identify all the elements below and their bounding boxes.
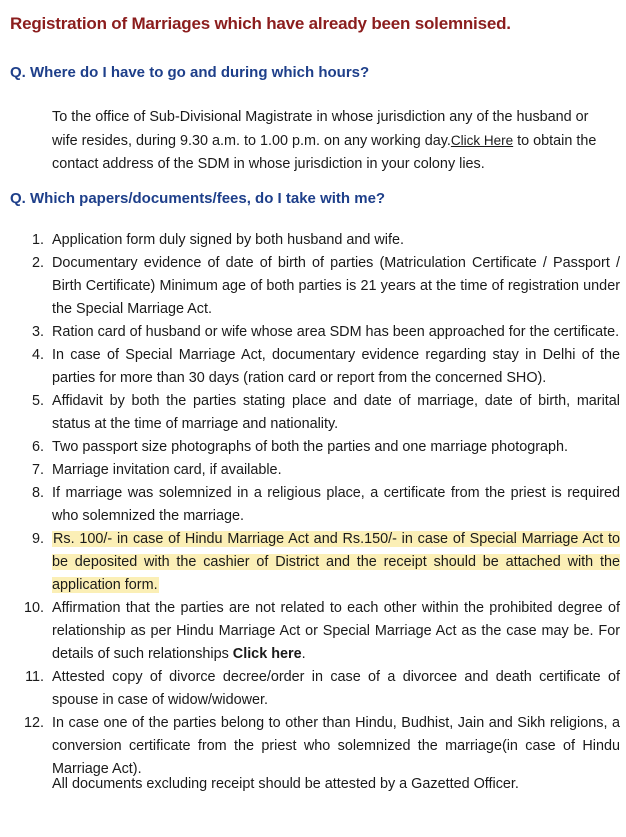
list-item-text: If marriage was solemnized in a religious place, a certificate from the priest is required who solemnized the marriage. (52, 485, 620, 524)
list-item-text: Application form duly signed by both husband and wife. (52, 232, 404, 248)
list-item (0, 436, 620, 459)
list-item-number: 12. (23, 715, 44, 731)
answer-where-and-hours (52, 106, 612, 176)
list-item (0, 459, 620, 482)
click-here-sdm-link[interactable]: Click Here (450, 133, 514, 148)
answer-text-after-link: to obtain the contact address of the SDM in whose jurisdiction in your colony lies. (52, 133, 597, 172)
list-item-number: 4. (31, 347, 44, 363)
attestation-note: All documents excluding receipt should be attested by a Gazetted Officer. (52, 776, 519, 792)
list-item (0, 666, 620, 712)
list-item-number: 10. (23, 600, 44, 616)
list-item-number: 2. (31, 255, 44, 271)
list-item-text: In case one of the parties belong to other than Hindu, Budhist, Jain and Sikh religions, a conversion certificate from the priest who solemnized the marriage(in case of Hindu Marriage Act). (52, 715, 620, 777)
documents-list (0, 229, 620, 781)
list-item-text: Affidavit by both the parties stating place and date of marriage, date of birth, marital status at the time of marriage and nationality. (52, 393, 620, 432)
list-item-text: Affirmation that the parties are not related to each other within the prohibited degree of relationship as per Hindu Marriage Act or Special Marriage Act as the case may be. For details of such relationships (52, 600, 620, 662)
click-here-relationships-link[interactable]: Click here (232, 646, 302, 662)
list-item-text: Attested copy of divorce decree/order in case of a divorcee and death certificate of spouse in case of widow/widower. (52, 669, 620, 708)
list-item-highlighted (0, 528, 620, 597)
answer-text: To the office of Sub-Divisional Magistrate in whose jurisdiction any of the husband or wife resides, during 9.30 a.m. to 1.00 p.m. on any working day. (52, 109, 589, 149)
list-item-number: 11. (25, 669, 44, 685)
list-item (0, 597, 620, 666)
list-item-number: 5. (31, 393, 44, 409)
question-where-and-hours: Q. Where do I have to go and during which hours? (10, 64, 370, 81)
list-item (0, 252, 620, 321)
highlighted-fee-text: Rs. 100/- in case of Hindu Marriage Act and Rs.150/- in case of Special Marriage Act to be deposited with the cashier of District and the receipt should be attached with the application form. (52, 531, 620, 593)
list-item-number: 7. (31, 462, 44, 478)
list-item (0, 390, 620, 436)
list-item-text: Documentary evidence of date of birth of parties (Matriculation Certificate / Passport / Birth Certificate) Minimum age of both parties is 21 years at the time of registration under the Special Marriage Act. (52, 255, 620, 317)
list-item-number: 6. (31, 439, 44, 455)
list-item-text: Ration card of husband or wife whose area SDM has been approached for the certificate. (52, 324, 620, 340)
question-papers-documents-fees: Q. Which papers/documents/fees, do I take with me? (10, 190, 386, 207)
list-item-number: 9. (31, 531, 44, 547)
page-title: Registration of Marriages which have already been solemnised. (10, 14, 511, 33)
list-item-text: Marriage invitation card, if available. (52, 462, 282, 478)
list-item (0, 344, 620, 390)
list-item (0, 229, 620, 252)
list-item-number: 8. (31, 485, 44, 501)
list-item-number: 1. (31, 232, 44, 248)
list-item-text-after-link: . (301, 646, 306, 662)
list-item (0, 712, 620, 781)
list-item-text: In case of Special Marriage Act, documentary evidence regarding stay in Delhi of the parties for more than 30 days (ration card or report from the concerned SHO). (52, 347, 620, 386)
list-item-text: Two passport size photographs of both the parties and one marriage photograph. (52, 439, 568, 455)
list-item (0, 482, 620, 528)
list-item-number: 3. (31, 324, 44, 340)
list-item (0, 321, 620, 344)
